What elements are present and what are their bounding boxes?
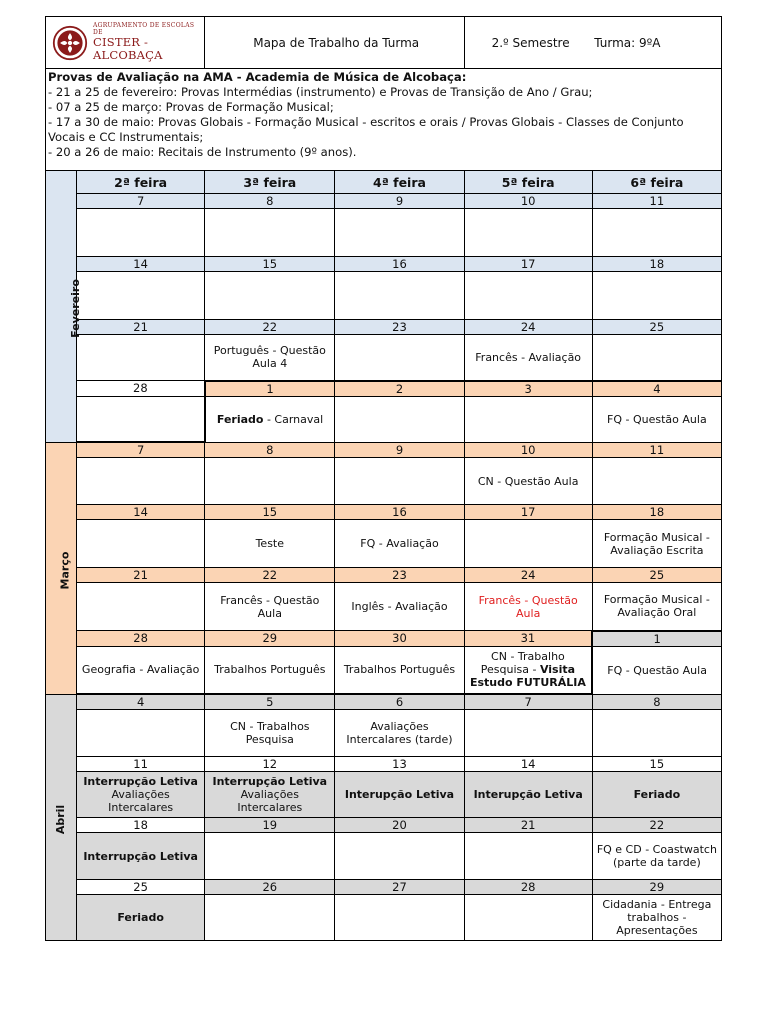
week-number-row <box>46 505 722 520</box>
month-april: Abril <box>46 694 77 941</box>
day-number: 7 <box>77 194 205 209</box>
day-cell <box>205 458 335 505</box>
event-teste: Teste <box>205 520 335 568</box>
class-label: Turma: 9ºA <box>592 17 721 69</box>
event-frances-questao-aula: Francês - Questão Aula <box>205 583 335 631</box>
day-cell <box>335 272 464 320</box>
week-number-row <box>46 320 722 335</box>
day-number: 11 <box>77 757 205 772</box>
day-number: 23 <box>335 320 464 335</box>
day-cell <box>77 396 205 442</box>
calendar-table <box>45 16 722 941</box>
event-interrupcao-letiva: Interrupção Letiva <box>77 833 205 880</box>
day-cell <box>335 209 464 257</box>
info-line: - 20 a 26 de maio: Recitais de Instrumento (9º anos). <box>48 145 357 159</box>
day-number: 23 <box>335 568 464 583</box>
school-logo <box>46 23 204 61</box>
day-number: 28 <box>77 631 205 647</box>
day-cell <box>77 272 205 320</box>
ama-exams-info <box>46 69 722 171</box>
day-cell <box>335 895 464 941</box>
event-cn-questao-aula: CN - Questão Aula <box>464 458 592 505</box>
day-number: 24 <box>464 320 592 335</box>
day-number: 22 <box>592 818 721 833</box>
day-number: 31 <box>464 631 592 647</box>
day-number: 30 <box>335 631 464 647</box>
event-feriado: Feriado <box>77 895 205 941</box>
week-events-row <box>46 895 722 941</box>
weekday-friday: 6ª feira <box>592 171 721 194</box>
event-fq-questao-aula: FQ - Questão Aula <box>592 396 721 442</box>
week-events-row <box>46 272 722 320</box>
day-cell <box>464 396 592 442</box>
day-number: 18 <box>592 257 721 272</box>
info-title: Provas de Avaliação na AMA - Academia de Música de Alcobaça: <box>48 70 467 84</box>
day-number: 15 <box>592 757 721 772</box>
day-number: 3 <box>464 381 592 397</box>
event-formacao-musical-escrita: Formação Musical - Avaliação Escrita <box>592 520 721 568</box>
day-number: 14 <box>77 505 205 520</box>
day-cell <box>464 209 592 257</box>
day-number: 6 <box>335 694 464 710</box>
event-cidadania-entrega: Cidadania - Entrega trabalhos - Apresentações <box>592 895 721 941</box>
day-number: 24 <box>464 568 592 583</box>
day-number: 1 <box>592 631 721 647</box>
page-title: Mapa de Trabalho da Turma <box>205 17 464 69</box>
logo-line-1: AGRUPAMENTO DE ESCOLAS DE <box>93 22 195 36</box>
day-number: 14 <box>464 757 592 772</box>
event-interrupcao-letiva: Interupção Letiva <box>335 772 464 818</box>
day-cell <box>464 710 592 757</box>
week-events-row <box>46 710 722 757</box>
day-number: 20 <box>335 818 464 833</box>
day-cell <box>592 209 721 257</box>
day-number: 16 <box>335 505 464 520</box>
week-number-row <box>46 631 722 647</box>
event-cn-visita-futuralia: CN - Trabalho Pesquisa - Visita Estudo FUTURÁLIA <box>464 646 592 694</box>
week-events-row <box>46 772 722 818</box>
day-cell <box>205 209 335 257</box>
day-number: 29 <box>592 880 721 895</box>
day-number: 25 <box>592 568 721 583</box>
day-cell <box>335 396 464 442</box>
event-interrupcao-letiva: Interrupção Letiva Avaliações Intercalares <box>77 772 205 818</box>
day-number: 9 <box>335 442 464 458</box>
day-number: 11 <box>592 194 721 209</box>
day-number: 22 <box>205 568 335 583</box>
event-portugues-questao-aula: Português - Questão Aula 4 <box>205 335 335 381</box>
week-number-row <box>46 694 722 710</box>
event-feriado: Feriado <box>592 772 721 818</box>
weekday-wednesday: 4ª feira <box>335 171 464 194</box>
event-formacao-musical-oral: Formação Musical - Avaliação Oral <box>592 583 721 631</box>
logo-cell <box>46 17 205 69</box>
semester-label: 2.º Semestre <box>464 17 592 69</box>
day-number: 10 <box>464 194 592 209</box>
day-cell <box>77 520 205 568</box>
weekday-tuesday: 3ª feira <box>205 171 335 194</box>
weekday-monday: 2ª feira <box>77 171 205 194</box>
day-number: 1 <box>205 381 335 397</box>
event-interrupcao-letiva: Interupção Letiva <box>464 772 592 818</box>
event-frances-questao-aula-red: Francês - Questão Aula <box>464 583 592 631</box>
day-cell <box>592 710 721 757</box>
day-number: 28 <box>77 381 205 397</box>
day-cell <box>592 458 721 505</box>
day-number: 25 <box>592 320 721 335</box>
day-number: 22 <box>205 320 335 335</box>
month-march: Março <box>46 442 77 694</box>
event-ingles-avaliacao: Inglês - Avaliação <box>335 583 464 631</box>
week-number-row <box>46 818 722 833</box>
day-number: 5 <box>205 694 335 710</box>
week-number-row <box>46 442 722 458</box>
day-number: 14 <box>77 257 205 272</box>
week-number-row <box>46 257 722 272</box>
day-number: 4 <box>592 381 721 397</box>
day-number: 18 <box>592 505 721 520</box>
day-cell <box>464 895 592 941</box>
day-cell <box>335 458 464 505</box>
week-number-row <box>46 194 722 209</box>
day-cell <box>335 335 464 381</box>
day-number: 21 <box>77 568 205 583</box>
day-number: 21 <box>464 818 592 833</box>
day-cell <box>77 335 205 381</box>
day-cell <box>464 520 592 568</box>
week-number-row <box>46 568 722 583</box>
day-number: 8 <box>592 694 721 710</box>
week-events-row <box>46 335 722 381</box>
week-events-row <box>46 209 722 257</box>
day-number: 17 <box>464 257 592 272</box>
day-number: 2 <box>335 381 464 397</box>
day-cell <box>464 272 592 320</box>
event-trabalhos-portugues: Trabalhos Português <box>205 646 335 694</box>
day-number: 4 <box>77 694 205 710</box>
week-events-row <box>46 458 722 505</box>
event-trabalhos-portugues: Trabalhos Português <box>335 646 464 694</box>
header-row <box>46 17 722 69</box>
week-number-row <box>46 757 722 772</box>
day-cell <box>77 583 205 631</box>
day-cell <box>77 458 205 505</box>
day-number: 15 <box>205 505 335 520</box>
week-number-row <box>46 381 722 397</box>
day-number: 19 <box>205 818 335 833</box>
day-number: 15 <box>205 257 335 272</box>
day-cell <box>205 833 335 880</box>
event-interrupcao-letiva: Interrupção Letiva Avaliações Intercalares <box>205 772 335 818</box>
event-geografia-avaliacao: Geografia - Avaliação <box>77 646 205 694</box>
day-number: 8 <box>205 442 335 458</box>
day-number: 13 <box>335 757 464 772</box>
day-number: 11 <box>592 442 721 458</box>
day-cell <box>205 272 335 320</box>
day-number: 7 <box>77 442 205 458</box>
day-number: 7 <box>464 694 592 710</box>
week-events-row <box>46 646 722 694</box>
day-cell <box>77 710 205 757</box>
cister-cross-icon <box>52 25 88 61</box>
day-number: 28 <box>464 880 592 895</box>
day-cell <box>592 335 721 381</box>
event-fq-cd-coastwatch: FQ e CD - Coastwatch (parte da tarde) <box>592 833 721 880</box>
day-number: 10 <box>464 442 592 458</box>
weekday-thursday: 5ª feira <box>464 171 592 194</box>
day-number: 12 <box>205 757 335 772</box>
day-number: 9 <box>335 194 464 209</box>
day-number: 27 <box>335 880 464 895</box>
event-feriado-carnaval: Feriado - Carnaval <box>205 396 335 442</box>
day-number: 18 <box>77 818 205 833</box>
day-number: 16 <box>335 257 464 272</box>
day-cell <box>464 833 592 880</box>
day-number: 26 <box>205 880 335 895</box>
event-avaliacoes-intercalares: Avaliações Intercalares (tarde) <box>335 710 464 757</box>
day-number: 17 <box>464 505 592 520</box>
day-number: 8 <box>205 194 335 209</box>
event-cn-trabalhos-pesquisa: CN - Trabalhos Pesquisa <box>205 710 335 757</box>
month-february: Fevereiro <box>46 171 77 443</box>
day-number: 25 <box>77 880 205 895</box>
event-fq-avaliacao: FQ - Avaliação <box>335 520 464 568</box>
week-events-row <box>46 833 722 880</box>
day-cell <box>205 895 335 941</box>
week-number-row <box>46 880 722 895</box>
weekday-header-row <box>46 171 722 194</box>
day-number: 21 <box>77 320 205 335</box>
info-line: - 21 a 25 de fevereiro: Provas Intermédias (instrumento) e Provas de Transição de Ano / Grau; <box>48 85 593 99</box>
info-line: - 17 a 30 de maio: Provas Globais - Formação Musical - escritos e orais / Provas Globais - Classes de Conjunto Vocais e CC Instrumentais; <box>48 115 684 144</box>
week-events-row <box>46 396 722 442</box>
logo-line-2: CISTER - ALCOBAÇA <box>93 35 163 63</box>
event-frances-avaliacao: Francês - Avaliação <box>464 335 592 381</box>
day-cell <box>335 833 464 880</box>
work-map-sheet <box>45 16 722 941</box>
info-row <box>46 69 722 171</box>
week-events-row <box>46 520 722 568</box>
week-events-row <box>46 583 722 631</box>
day-cell <box>592 272 721 320</box>
day-number: 29 <box>205 631 335 647</box>
event-fq-questao-aula: FQ - Questão Aula <box>592 646 721 694</box>
info-line: - 07 a 25 de março: Provas de Formação Musical; <box>48 100 334 114</box>
day-cell <box>77 209 205 257</box>
